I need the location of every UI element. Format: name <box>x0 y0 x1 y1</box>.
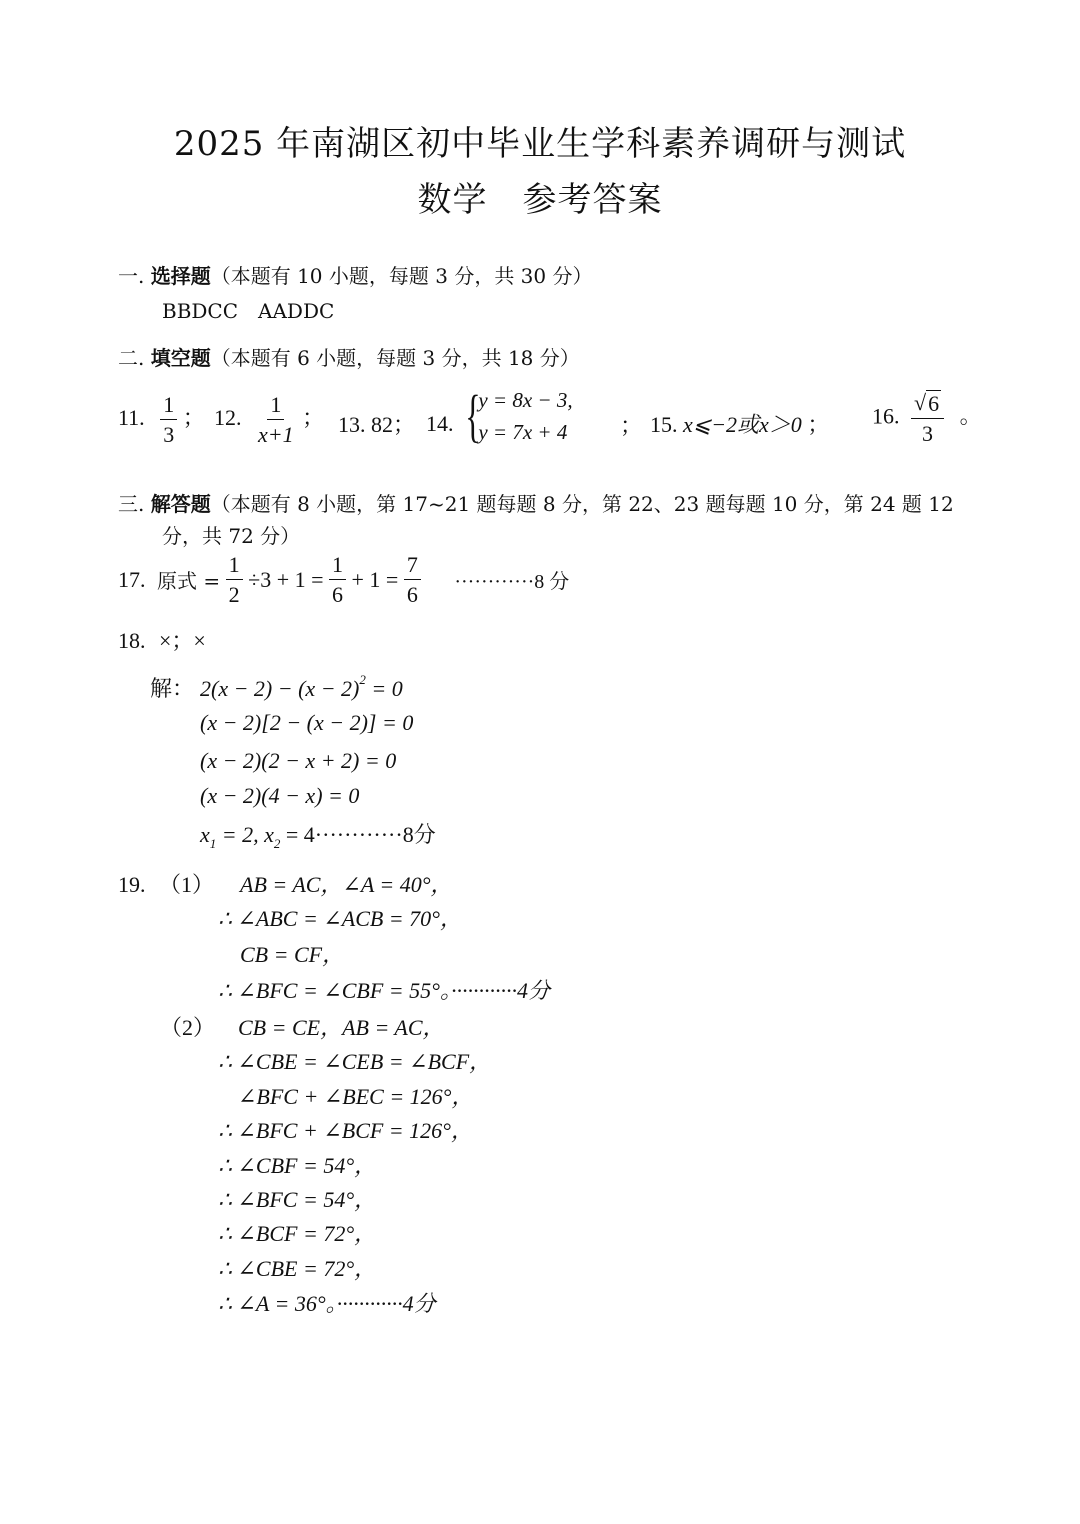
part-label: （1） <box>159 872 215 897</box>
separator: ； <box>807 412 830 437</box>
question-number: 11. <box>118 404 145 430</box>
numerator: 1 <box>329 552 346 580</box>
q19-part2-label: （2） <box>160 1015 216 1040</box>
equation-text-score: = 4············8分 <box>280 822 436 847</box>
subscript: 1 <box>209 836 217 851</box>
section-note: （本题有 8 小题，第 17~21 题每题 8 分，第 22、23 题每题 10 分，第 24 题 12 <box>210 492 954 516</box>
score-marker: ············8 分 <box>454 571 570 594</box>
q18-line-4: (x − 2)(4 − x) = 0 <box>200 783 360 808</box>
judgement-marks: ×；× <box>159 628 206 653</box>
expression-middle: ÷3 + 1 = <box>248 566 324 592</box>
answer-expression: x⩽−2或x＞0 <box>683 412 802 437</box>
q19-p2-line-9: ∴ ∠A = 36°。············4分 <box>218 1291 436 1316</box>
q19-p1-line-1: AB = AC，∠A = 40°， <box>240 872 453 897</box>
question-number: 17. <box>118 566 146 592</box>
question-number: 18. <box>118 628 146 653</box>
denominator: 6 <box>332 582 344 608</box>
q18-line-3: (x − 2)(2 − x + 2) = 0 <box>200 748 397 773</box>
q19-part1 <box>118 868 214 899</box>
section-fill-heading <box>118 342 580 371</box>
radical-icon: √ <box>914 390 927 415</box>
separator: ； <box>302 404 325 430</box>
document-subtitle: 数学 参考答案 <box>417 180 663 220</box>
section-name: 填空题 <box>150 346 211 370</box>
section-note: （本题有 10 小题，每题 3 分，共 30 分） <box>210 264 593 288</box>
section-name: 解答题 <box>150 492 211 516</box>
variable: x <box>200 822 210 847</box>
separator: ； <box>393 412 416 437</box>
question-number: 12. <box>214 404 242 430</box>
document-title: 2025 年南湖区初中毕业生学科素养调研与测试 <box>173 124 907 164</box>
fill-q13 <box>338 408 415 439</box>
fraction <box>160 392 177 448</box>
equation-text: 2(x − 2) − (x − 2) <box>200 676 360 701</box>
q19-p2-line-1: CB = CE，AB = AC， <box>238 1015 445 1040</box>
numerator: 7 <box>404 552 421 580</box>
equation-line: y = 8x − 3, <box>478 388 573 412</box>
fraction <box>255 392 297 448</box>
fraction <box>329 552 346 608</box>
question-number: 14. <box>426 411 454 436</box>
section-solve-heading <box>118 488 954 517</box>
question-number: 13. <box>338 412 366 437</box>
fraction <box>226 552 243 608</box>
fill-q12 <box>214 392 324 448</box>
q19-p2-line-2: ∴ ∠CBE = ∠CEB = ∠BCF， <box>218 1049 492 1074</box>
section-note-continued: 分，共 72 分） <box>162 524 301 548</box>
expression-prefix: 原式 = <box>157 569 221 594</box>
q19-p2-line-8: ∴ ∠CBE = 72°， <box>218 1256 377 1281</box>
fill-q11 <box>118 392 205 448</box>
equation-text: = 2, x <box>216 822 274 847</box>
q17-solution <box>118 552 569 608</box>
equation-system <box>478 384 572 448</box>
q19-p2-line-6: ∴ ∠BFC = 54°， <box>218 1187 377 1212</box>
numerator: 1 <box>226 552 243 580</box>
q19-p2-line-4: ∴ ∠BFC + ∠BCF = 126°， <box>218 1118 473 1143</box>
q19-p1-line-3: CB = CF， <box>240 942 345 967</box>
square-root <box>914 390 941 416</box>
numerator: 1 <box>160 392 177 420</box>
q19-p2-line-7: ∴ ∠BCF = 72°， <box>218 1221 377 1246</box>
answer-value: 82 <box>371 412 393 437</box>
fill-q16 <box>872 390 982 447</box>
q18-line-5 <box>200 818 436 852</box>
denominator: 2 <box>228 582 240 608</box>
question-number: 16. <box>872 403 900 429</box>
section-number: 三. <box>118 492 145 516</box>
separator: ； <box>620 412 643 438</box>
q18-line-1 <box>200 672 403 702</box>
q19-p1-line-4: ∴ ∠BFC = ∠CBF = 55°。············4分 <box>218 978 550 1003</box>
section-note: （本题有 6 小题，每题 3 分，共 18 分） <box>210 346 580 370</box>
denominator: 3 <box>922 421 934 447</box>
fill-q14 <box>426 384 642 448</box>
section-number: 一. <box>118 264 145 288</box>
q19-p2-line-3: ∠BFC + ∠BEC = 126°， <box>238 1084 474 1109</box>
section-name: 选择题 <box>150 264 211 288</box>
numerator <box>911 390 944 419</box>
question-number: 19. <box>118 872 146 897</box>
exponent: 2 <box>359 672 366 687</box>
fraction <box>911 390 944 447</box>
end-mark: 。 <box>959 403 982 429</box>
fraction <box>404 552 421 608</box>
question-number: 15. <box>650 412 678 437</box>
q18-solve-label: 解： <box>150 676 195 701</box>
equation-line: y = 7x + 4 <box>478 420 568 444</box>
equation-rhs: = 0 <box>371 676 403 701</box>
section-choice-heading <box>118 260 593 289</box>
denominator: 3 <box>163 422 175 448</box>
radicand: 6 <box>928 391 940 416</box>
left-brace-icon: { <box>465 383 481 448</box>
expression-middle: + 1 = <box>351 566 399 592</box>
denominator: 6 <box>406 582 418 608</box>
separator: ； <box>182 404 205 430</box>
denominator: x+1 <box>258 422 294 448</box>
section-number: 二. <box>118 346 145 370</box>
q19-p2-line-5: ∴ ∠CBF = 54°， <box>218 1153 377 1178</box>
q18-line-2: (x − 2)[2 − (x − 2)] = 0 <box>200 710 414 735</box>
numerator: 1 <box>267 392 284 420</box>
choice-answers: BBDCC AADDC <box>162 299 335 323</box>
q19-p1-line-2: ∴ ∠ABC = ∠ACB = 70°， <box>218 906 462 931</box>
fill-q15 <box>650 408 829 439</box>
q18-marks <box>118 624 206 655</box>
subscript: 2 <box>273 836 281 851</box>
